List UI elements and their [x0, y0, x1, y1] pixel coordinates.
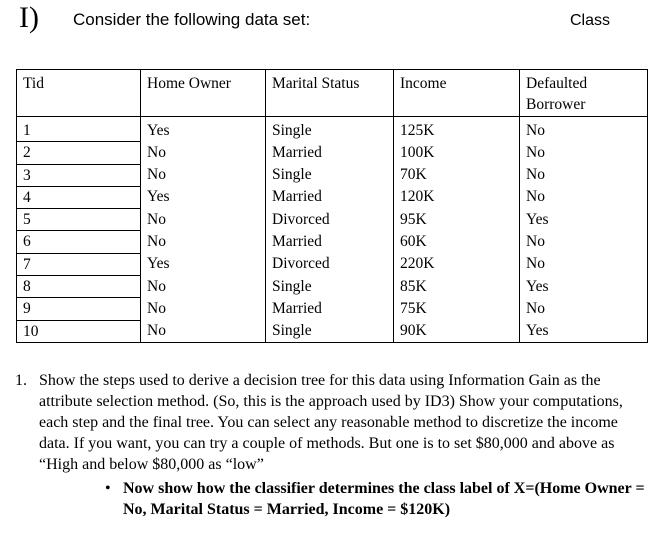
- cell-tid: 1: [17, 117, 141, 142]
- table-row: [17, 142, 648, 164]
- cell-marital-status: Married: [266, 231, 394, 253]
- cell-defaulted-borrower: No: [520, 298, 648, 320]
- cell-tid: 8: [17, 276, 141, 298]
- cell-defaulted-borrower: No: [520, 142, 648, 164]
- cell-home-owner: Yes: [141, 253, 266, 275]
- cell-tid: 7: [17, 253, 141, 275]
- cell-marital-status: Married: [266, 142, 394, 164]
- cell-income: 220K: [394, 253, 520, 275]
- cell-marital-status: Divorced: [266, 209, 394, 231]
- table-row: [17, 276, 648, 298]
- table-row: [17, 320, 648, 342]
- cell-marital-status: Single: [266, 276, 394, 298]
- cell-home-owner: Yes: [141, 186, 266, 208]
- data-table: [16, 69, 648, 343]
- bullet-text: Now show how the classifier determines the class label of X=(Home Owner = No, Marital Status = Married, Income = $120K): [123, 480, 645, 518]
- cell-home-owner: No: [141, 298, 266, 320]
- table-row: [17, 298, 648, 320]
- cell-home-owner: Yes: [141, 117, 266, 142]
- cell-tid: 9: [17, 298, 141, 320]
- column-header-tid: Tid: [17, 70, 141, 117]
- cell-tid: 3: [17, 164, 141, 186]
- cell-defaulted-borrower: Yes: [520, 209, 648, 231]
- cell-income: 60K: [394, 231, 520, 253]
- bullet-item: [15, 478, 645, 520]
- cell-defaulted-borrower: No: [520, 164, 648, 186]
- cell-home-owner: No: [141, 142, 266, 164]
- cell-home-owner: No: [141, 209, 266, 231]
- cell-defaulted-borrower: No: [520, 253, 648, 275]
- cell-defaulted-borrower: Yes: [520, 276, 648, 298]
- cell-defaulted-borrower: No: [520, 186, 648, 208]
- cell-tid: 5: [17, 209, 141, 231]
- cell-marital-status: Divorced: [266, 253, 394, 275]
- column-header-income: Income: [394, 70, 520, 117]
- cell-income: 90K: [394, 320, 520, 342]
- cell-defaulted-borrower: No: [520, 117, 648, 142]
- column-header-marital-status: Marital Status: [266, 70, 394, 117]
- cell-home-owner: No: [141, 320, 266, 342]
- question-item: [15, 370, 645, 475]
- column-header-home-owner: Home Owner: [141, 70, 266, 117]
- table-header-row: [17, 70, 648, 117]
- table-row: [17, 231, 648, 253]
- table-row: [17, 186, 648, 208]
- class-label: Class: [570, 12, 611, 29]
- cell-marital-status: Married: [266, 298, 394, 320]
- question-list: [15, 370, 645, 520]
- section-number: I): [19, 1, 39, 34]
- cell-income: 120K: [394, 186, 520, 208]
- cell-tid: 6: [17, 231, 141, 253]
- cell-tid: 2: [17, 142, 141, 164]
- question-number: 1.: [15, 372, 27, 389]
- cell-marital-status: Single: [266, 320, 394, 342]
- question-text: Show the steps used to derive a decision tree for this data using Information Gain as the attribute selection method. (So, this is the approach used by ID3) Show your computations, each step and the final tree. You can select any reasonable method to discretize the income data. If you want, you can try a couple of methods. But one is to set $80,000 and above as “High and below $80,000 as “low”: [39, 372, 623, 473]
- table-row: [17, 253, 648, 275]
- cell-tid: 4: [17, 186, 141, 208]
- table-row: [17, 117, 648, 142]
- cell-home-owner: No: [141, 276, 266, 298]
- cell-marital-status: Married: [266, 186, 394, 208]
- cell-defaulted-borrower: Yes: [520, 320, 648, 342]
- table-row: [17, 164, 648, 186]
- cell-home-owner: No: [141, 231, 266, 253]
- cell-income: 125K: [394, 117, 520, 142]
- cell-home-owner: No: [141, 164, 266, 186]
- intro-text: Consider the following data set:: [73, 10, 311, 29]
- cell-income: 85K: [394, 276, 520, 298]
- cell-marital-status: Single: [266, 164, 394, 186]
- cell-income: 75K: [394, 298, 520, 320]
- cell-income: 95K: [394, 209, 520, 231]
- cell-tid: 10: [17, 320, 141, 342]
- table-row: [17, 209, 648, 231]
- cell-defaulted-borrower: No: [520, 231, 648, 253]
- cell-income: 70K: [394, 164, 520, 186]
- cell-marital-status: Single: [266, 117, 394, 142]
- cell-income: 100K: [394, 142, 520, 164]
- bullet-dot-icon: •: [105, 480, 111, 497]
- column-header-defaulted-borrower: Defaulted Borrower: [520, 70, 648, 117]
